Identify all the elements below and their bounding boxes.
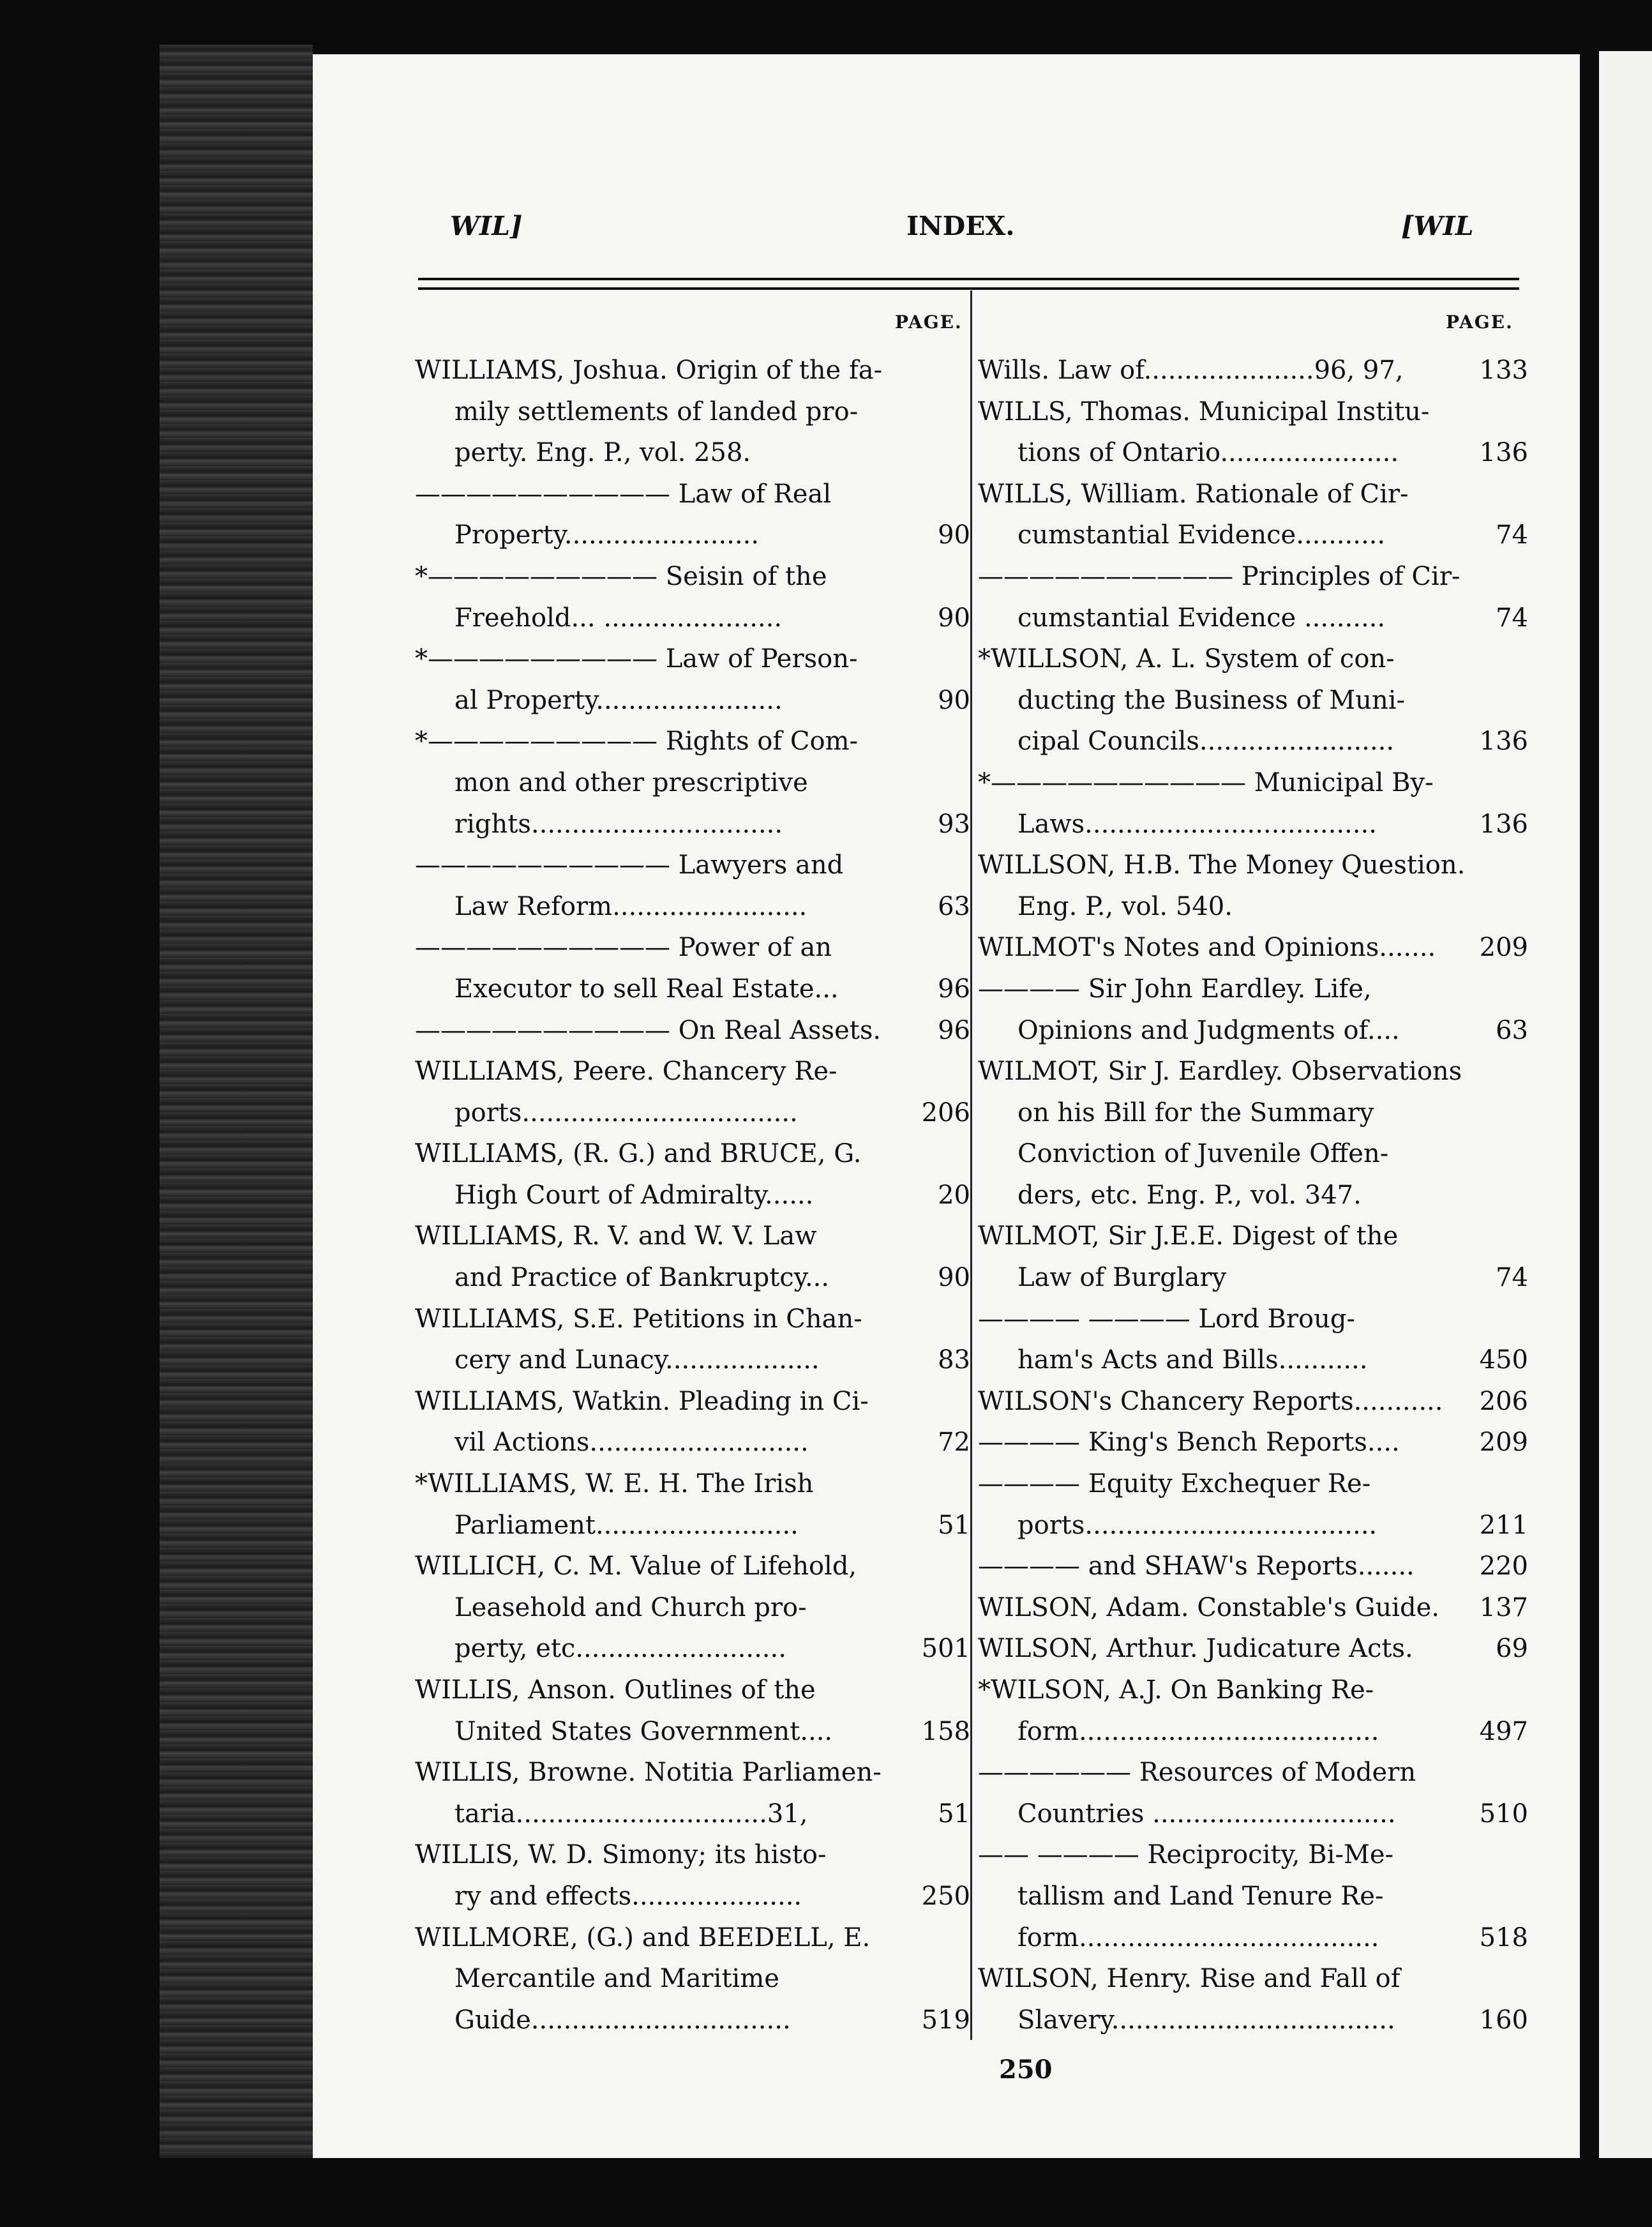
index-line bbox=[978, 638, 1528, 680]
index-line bbox=[978, 1216, 1528, 1257]
index-column-left bbox=[415, 350, 970, 2041]
index-page-ref: 90 bbox=[938, 603, 970, 633]
index-entry-text: United States Government.... bbox=[454, 1716, 833, 1746]
index-line bbox=[415, 1010, 970, 1052]
index-line bbox=[978, 391, 1528, 433]
index-page-ref: 136 bbox=[1479, 438, 1528, 468]
index-line bbox=[415, 1133, 970, 1175]
index-entry-text: ry and effects..................... bbox=[454, 1881, 802, 1911]
index-line bbox=[415, 1834, 970, 1876]
running-head-title: INDEX. bbox=[906, 211, 1015, 241]
index-line bbox=[978, 1958, 1528, 2000]
index-page-ref: 51 bbox=[938, 1510, 970, 1540]
index-line bbox=[978, 845, 1528, 886]
index-line bbox=[978, 1463, 1528, 1505]
index-line bbox=[978, 1711, 1528, 1753]
index-entry-text: —————————— Principles of Cir- bbox=[978, 561, 1461, 591]
index-entry-text: ———— King's Bench Reports.... bbox=[978, 1428, 1400, 1458]
index-page-ref: 519 bbox=[921, 2005, 970, 2035]
index-line bbox=[415, 474, 970, 515]
index-line bbox=[978, 1670, 1528, 1711]
index-entry-text: WILLS, Thomas. Municipal Institu- bbox=[978, 396, 1430, 427]
book-binding-edge bbox=[160, 45, 313, 2158]
index-entry-text: Opinions and Judgments of.... bbox=[1017, 1015, 1400, 1045]
index-entry-text: Wills. Law of.....................96, 97, bbox=[978, 356, 1404, 385]
index-line bbox=[415, 2000, 970, 2041]
index-page-ref: 136 bbox=[1479, 809, 1528, 839]
index-entry-text: WILLIS, Browne. Notitia Parliamen- bbox=[415, 1758, 882, 1788]
index-entry-text: ports.................................. bbox=[454, 1098, 798, 1128]
index-line bbox=[978, 762, 1528, 804]
index-page-ref: 206 bbox=[1479, 1386, 1528, 1416]
header-rule-top bbox=[418, 278, 1519, 280]
index-line bbox=[978, 1546, 1528, 1587]
index-line bbox=[415, 1463, 970, 1505]
index-entry-text: WILMOT's Notes and Opinions....... bbox=[978, 933, 1436, 963]
index-entry-text: cumstantial Evidence........... bbox=[1017, 520, 1386, 550]
index-line bbox=[415, 391, 970, 433]
index-line bbox=[415, 1793, 970, 1835]
index-line bbox=[978, 721, 1528, 762]
index-line bbox=[415, 1422, 970, 1463]
page-column-header-right: PAGE. bbox=[1446, 312, 1513, 333]
index-line bbox=[415, 556, 970, 598]
index-entry-text: WILLIAMS, Peere. Chancery Re- bbox=[415, 1057, 837, 1087]
index-line bbox=[415, 1381, 970, 1423]
index-line bbox=[415, 1175, 970, 1216]
index-line bbox=[415, 1092, 970, 1134]
index-page-ref: 250 bbox=[921, 1881, 970, 1911]
index-line bbox=[978, 927, 1528, 969]
index-entry-text: ———— and SHAW's Reports....... bbox=[978, 1551, 1415, 1582]
index-page-ref: 96 bbox=[938, 1015, 970, 1045]
index-entry-text: on his Bill for the Summary bbox=[1017, 1098, 1374, 1128]
index-entry-text: WILLMORE, (G.) and BEEDELL, E. bbox=[415, 1922, 871, 1952]
index-line bbox=[978, 1628, 1528, 1670]
index-line bbox=[415, 1752, 970, 1793]
index-entry-text: *WILLIAMS, W. E. H. The Irish bbox=[415, 1469, 814, 1499]
index-page-ref: 90 bbox=[938, 685, 970, 715]
index-page-ref: 72 bbox=[938, 1428, 970, 1458]
index-entry-text: Laws.................................... bbox=[1017, 809, 1377, 839]
index-line bbox=[415, 1876, 970, 1917]
index-entry-text: Guide................................ bbox=[454, 2005, 791, 2035]
index-entry-text: *————————— Rights of Com- bbox=[415, 727, 859, 757]
index-page-ref: 136 bbox=[1479, 727, 1528, 757]
index-entry-text: Property........................ bbox=[454, 520, 760, 550]
index-line bbox=[978, 515, 1528, 556]
index-page-ref: 90 bbox=[938, 520, 970, 550]
index-entry-text: WILSON, Adam. Constable's Guide. bbox=[978, 1592, 1439, 1622]
index-entry-text: WILSON, Henry. Rise and Fall of bbox=[978, 1964, 1400, 1994]
index-line bbox=[978, 1587, 1528, 1629]
index-entry-text: *————————— Law of Person- bbox=[415, 644, 858, 674]
index-line bbox=[978, 680, 1528, 721]
index-line bbox=[415, 845, 970, 886]
index-page-ref: 211 bbox=[1479, 1510, 1528, 1540]
index-entry-text: WILLICH, C. M. Value of Lifehold, bbox=[415, 1551, 857, 1582]
index-line bbox=[978, 474, 1528, 515]
index-entry-text: —————— Resources of Modern bbox=[978, 1758, 1416, 1788]
index-line bbox=[415, 515, 970, 556]
index-entry-text: WILLIAMS, S.E. Petitions in Chan- bbox=[415, 1304, 862, 1334]
index-entry-text: form..................................... bbox=[1017, 1922, 1379, 1952]
index-entry-text: taria...............................31, bbox=[454, 1799, 808, 1829]
index-line bbox=[415, 1628, 970, 1670]
index-line bbox=[415, 350, 970, 391]
index-line bbox=[978, 804, 1528, 845]
index-line bbox=[415, 680, 970, 721]
index-page-ref: 96 bbox=[938, 974, 970, 1004]
index-line bbox=[415, 1505, 970, 1546]
index-entry-text: WILMOT, Sir J. Eardley. Observations bbox=[978, 1057, 1462, 1087]
index-entry-text: ———— Equity Exchequer Re- bbox=[978, 1469, 1371, 1499]
index-entry-text: —————————— Power of an bbox=[415, 933, 832, 963]
index-page-ref: 93 bbox=[938, 809, 970, 839]
index-entry-text: —————————— Lawyers and bbox=[415, 850, 844, 880]
index-entry-text: WILSON, Arthur. Judicature Acts. bbox=[978, 1634, 1413, 1664]
index-page-ref: 206 bbox=[921, 1098, 970, 1128]
index-line bbox=[978, 1051, 1528, 1092]
index-line bbox=[415, 721, 970, 762]
index-line bbox=[978, 1092, 1528, 1134]
index-entry-text: WILLS, William. Rationale of Cir- bbox=[978, 479, 1409, 509]
page-column-header-left: PAGE. bbox=[895, 312, 963, 333]
index-column-right bbox=[978, 350, 1528, 2041]
index-page-ref: 133 bbox=[1479, 356, 1528, 385]
index-line bbox=[978, 1752, 1528, 1793]
index-page-ref: 63 bbox=[1496, 1015, 1528, 1045]
index-entry-text: Leasehold and Church pro- bbox=[454, 1592, 807, 1622]
index-entry-text: Freehold... ...................... bbox=[454, 603, 783, 633]
index-entry-text: WILLIS, Anson. Outlines of the bbox=[415, 1675, 816, 1705]
index-line bbox=[978, 350, 1528, 391]
index-line bbox=[415, 432, 970, 474]
index-entry-text: cumstantial Evidence .......... bbox=[1017, 603, 1386, 633]
index-line bbox=[415, 1257, 970, 1299]
facing-page-edge bbox=[1599, 51, 1652, 2158]
index-line bbox=[415, 598, 970, 639]
index-page-ref: 220 bbox=[1479, 1551, 1528, 1582]
index-entry-text: ders, etc. Eng. P., vol. 347. bbox=[1017, 1180, 1362, 1210]
index-entry-text: *—————————— Municipal By- bbox=[978, 767, 1434, 797]
index-line bbox=[978, 556, 1528, 598]
index-entry-text: vil Actions........................... bbox=[454, 1428, 809, 1458]
index-entry-text: WILLIAMS, Watkin. Pleading in Ci- bbox=[415, 1386, 869, 1416]
index-line bbox=[978, 1381, 1528, 1423]
index-line bbox=[978, 1340, 1528, 1381]
index-page-ref: 209 bbox=[1479, 933, 1528, 963]
index-page-ref: 83 bbox=[938, 1345, 970, 1375]
index-entry-text: Mercantile and Maritime bbox=[454, 1964, 779, 1994]
index-line bbox=[415, 886, 970, 928]
index-entry-text: cipal Councils........................ bbox=[1017, 727, 1395, 757]
index-line bbox=[978, 1175, 1528, 1216]
index-entry-text: ———— Sir John Eardley. Life, bbox=[978, 974, 1372, 1004]
index-page-ref: 209 bbox=[1479, 1428, 1528, 1458]
index-line bbox=[415, 927, 970, 969]
index-line bbox=[415, 1917, 970, 1959]
index-entry-text: Eng. P., vol. 540. bbox=[1017, 891, 1233, 921]
index-page-ref: 497 bbox=[1479, 1716, 1528, 1746]
index-entry-text: WILLIS, W. D. Simony; its histo- bbox=[415, 1840, 827, 1870]
index-line bbox=[415, 638, 970, 680]
running-head-left: WIL] bbox=[450, 211, 523, 241]
index-page-ref: 450 bbox=[1479, 1345, 1528, 1375]
index-line bbox=[415, 1216, 970, 1257]
index-line bbox=[415, 1340, 970, 1381]
index-entry-text: WILLIAMS, R. V. and W. V. Law bbox=[415, 1221, 817, 1251]
index-entry-text: Law Reform........................ bbox=[454, 891, 807, 921]
index-entry-text: and Practice of Bankruptcy... bbox=[454, 1263, 830, 1293]
index-entry-text: Executor to sell Real Estate... bbox=[454, 974, 839, 1004]
index-page-ref: 158 bbox=[921, 1716, 970, 1746]
index-page-ref: 90 bbox=[938, 1263, 970, 1293]
index-page-ref: 20 bbox=[938, 1180, 970, 1210]
index-line bbox=[415, 1670, 970, 1711]
index-entry-text: perty, etc.......................... bbox=[454, 1634, 786, 1664]
index-line bbox=[978, 1010, 1528, 1052]
index-page-ref: 137 bbox=[1479, 1592, 1528, 1622]
index-page-ref: 51 bbox=[938, 1799, 970, 1829]
column-divider bbox=[970, 291, 972, 2040]
index-entry-text: ham's Acts and Bills........... bbox=[1017, 1345, 1368, 1375]
index-entry-text: tallism and Land Tenure Re- bbox=[1017, 1881, 1384, 1911]
index-entry-text: ports.................................... bbox=[1017, 1510, 1378, 1540]
index-entry-text: mily settlements of landed pro- bbox=[454, 396, 859, 427]
index-entry-text: cery and Lunacy................... bbox=[454, 1345, 820, 1375]
index-line bbox=[978, 969, 1528, 1010]
index-entry-text: ducting the Business of Muni- bbox=[1017, 685, 1406, 715]
index-page-ref: 510 bbox=[1479, 1799, 1528, 1829]
index-entry-text: al Property....................... bbox=[454, 685, 783, 715]
index-entry-text: WILLIAMS, Joshua. Origin of the fa- bbox=[415, 356, 883, 385]
index-entry-text: Law of Burglary bbox=[1017, 1263, 1227, 1293]
index-entry-text: —————————— On Real Assets. bbox=[415, 1015, 882, 1045]
index-line bbox=[415, 804, 970, 845]
index-line bbox=[415, 1958, 970, 2000]
index-entry-text: Slavery................................... bbox=[1017, 2005, 1395, 2035]
index-entry-text: Conviction of Juvenile Offen- bbox=[1017, 1139, 1389, 1169]
index-entry-text: WILSON's Chancery Reports........... bbox=[978, 1386, 1443, 1416]
index-line bbox=[978, 432, 1528, 474]
header-rule-bottom bbox=[418, 287, 1519, 290]
index-entry-text: ———— ———— Lord Broug- bbox=[978, 1304, 1355, 1334]
index-entry-text: tions of Ontario...................... bbox=[1017, 438, 1399, 468]
index-entry-text: High Court of Admiralty...... bbox=[454, 1180, 814, 1210]
index-line bbox=[978, 1917, 1528, 1959]
index-entry-text: form..................................... bbox=[1017, 1716, 1379, 1746]
index-page-ref: 74 bbox=[1496, 1263, 1528, 1293]
index-line bbox=[415, 762, 970, 804]
index-page-ref: 69 bbox=[1496, 1634, 1528, 1664]
index-line bbox=[415, 1546, 970, 1587]
index-entry-text: WILLIAMS, (R. G.) and BRUCE, G. bbox=[415, 1139, 862, 1169]
index-page-ref: 74 bbox=[1496, 603, 1528, 633]
index-line bbox=[978, 1876, 1528, 1917]
index-entry-text: rights............................... bbox=[454, 809, 783, 839]
index-line bbox=[978, 2000, 1528, 2041]
index-line bbox=[978, 598, 1528, 639]
index-page-ref: 74 bbox=[1496, 520, 1528, 550]
index-line bbox=[978, 1299, 1528, 1340]
index-line bbox=[978, 1793, 1528, 1835]
index-line bbox=[978, 1133, 1528, 1175]
index-line bbox=[978, 1257, 1528, 1299]
index-line bbox=[415, 1587, 970, 1629]
index-line bbox=[415, 1711, 970, 1753]
index-entry-text: —————————— Law of Real bbox=[415, 479, 832, 509]
index-line bbox=[415, 969, 970, 1010]
index-entry-text: perty. Eng. P., vol. 258. bbox=[454, 438, 751, 468]
page-number: 250 bbox=[999, 2055, 1053, 2085]
index-line bbox=[415, 1051, 970, 1092]
index-line bbox=[978, 1422, 1528, 1463]
index-entry-text: Countries .............................. bbox=[1017, 1799, 1396, 1829]
index-line bbox=[415, 1299, 970, 1340]
index-entry-text: *WILLSON, A. L. System of con- bbox=[978, 644, 1395, 674]
index-entry-text: Parliament......................... bbox=[454, 1510, 799, 1540]
index-page-ref: 160 bbox=[1479, 2005, 1528, 2035]
index-entry-text: —— ———— Reciprocity, Bi-Me- bbox=[978, 1840, 1394, 1870]
index-line bbox=[978, 886, 1528, 928]
index-line bbox=[978, 1505, 1528, 1546]
index-page-ref: 518 bbox=[1479, 1922, 1528, 1952]
index-page-ref: 63 bbox=[938, 891, 970, 921]
index-entry-text: WILMOT, Sir J.E.E. Digest of the bbox=[978, 1221, 1399, 1251]
index-entry-text: mon and other prescriptive bbox=[454, 767, 808, 797]
index-entry-text: *WILSON, A.J. On Banking Re- bbox=[978, 1675, 1374, 1705]
index-page-ref: 501 bbox=[921, 1634, 970, 1664]
index-entry-text: *————————— Seisin of the bbox=[415, 561, 827, 591]
index-line bbox=[978, 1834, 1528, 1876]
running-head-right: [WIL bbox=[1401, 211, 1474, 241]
index-entry-text: WILLSON, H.B. The Money Question. bbox=[978, 850, 1466, 880]
